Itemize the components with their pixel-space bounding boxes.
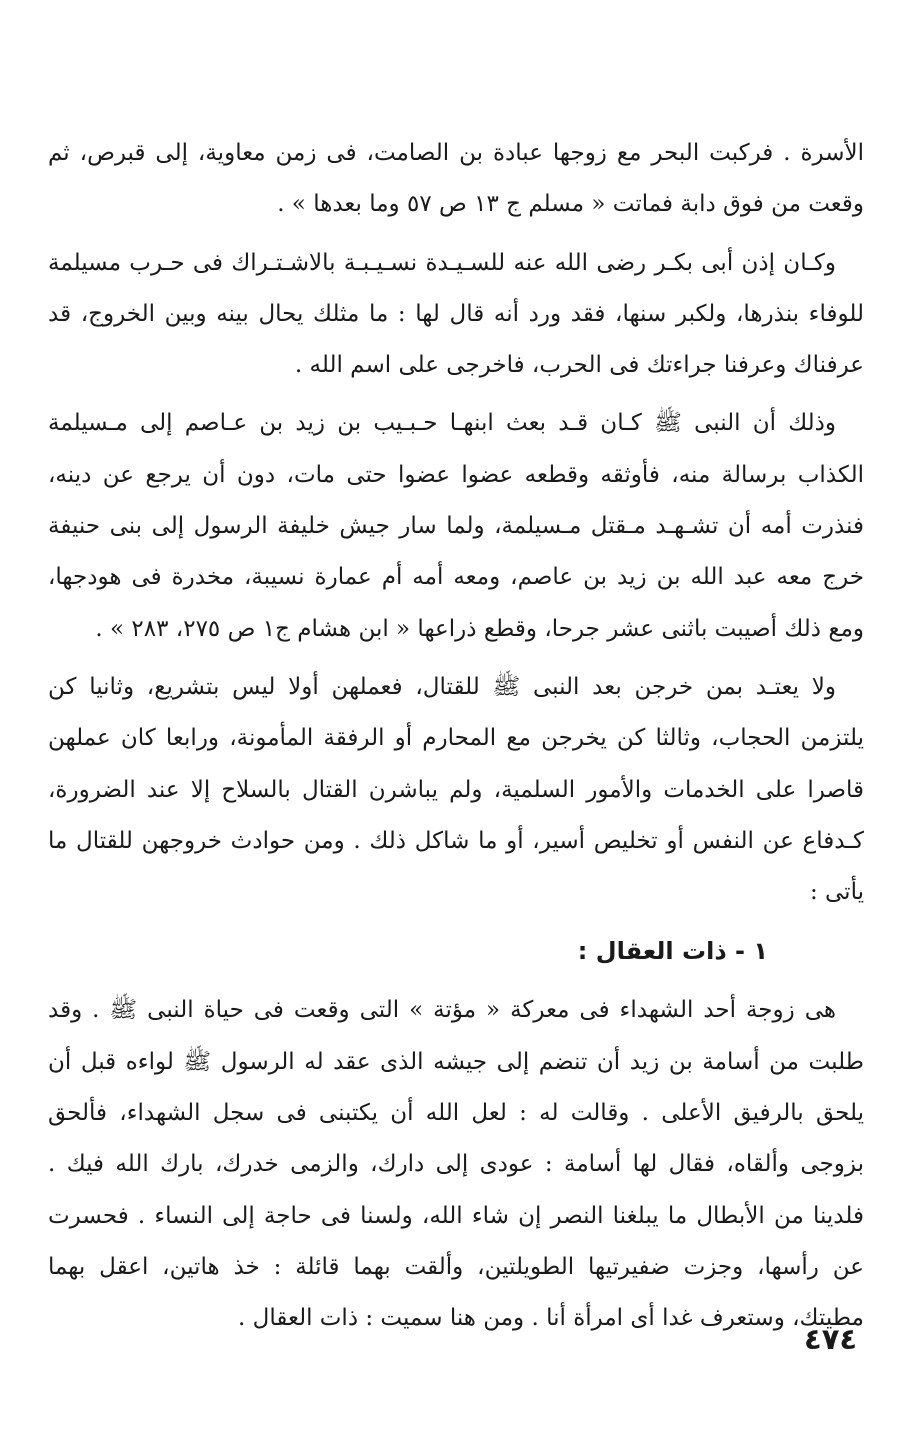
paragraph-continuation [48, 128, 864, 231]
paragraph-abu-bakr-permission [48, 238, 864, 392]
section-heading: ١ - ذات العقال : [577, 937, 768, 966]
paragraph-text: ولا يعتـد بمن خرجن بعد النبى ﷺ للقتال، فعملهن أولا ليس بتشريع، وثانيا كن يلتزمن الحجاب، وثالثا كن يخرجن مع المحارم أو الرفقة المأمونة، ورابعا كان عملهن قاصرا على الخدمات والأمور السلمية، ولم يباشرن القتال بالسلاح إلا عند الضرورة، كـدفاع عن النفس أو تخليص أسير، أو ما شاكل ذلك . ومن حوادث خروجهن للقتال ما يأتى : [48, 673, 864, 906]
page-number: ٤٧٤ [804, 1322, 858, 1356]
paragraph-text: وكـان إذن أبى بكـر رضى الله عنه للسـيـدة نسـيـبـة بالاشـتـراك فى حـرب مسيلمة للوفاء بنذرها، ولكبر سنها، فقد ورد أنه قال لها : ما مثلك يحال بينه وبين الخروج، قد عرفناك وعرفنا جراءتك فى الحرب، فاخرجى على اسم الله . [48, 249, 864, 379]
paragraph-text: هى زوجة أحد الشهداء فى معركة « مؤتة » التى وقعت فى حياة النبى ﷺ . وقد طلبت من أسامة بن زيد أن تنضم إلى جيشه الذى عقد له الرسول ﷺ لواءه قبل أن يلحق بالرفيق الأعلى . وقالت له : لعل الله أن يكتبنى فى سجل الشهداء، فألحق بزوجى وألقاه، فقال لها أسامة : عودى إلى دارك، والزمى خدرك، بارك الله فيك . فلدينا من الأبطال ما يبلغنا النصر إن شاء الله، ولسنا فى حاجة إلى النساء . فحسرت عن رأسها، وجزت ضفيرتيها الطويلتين، وألقت بهما قائلة : خذ هاتين، اعقل بهما مطيتك، وستعرف غدا أى امرأة أنا . ومن هنا سميت : ذات العقال . [48, 997, 864, 1332]
paragraph-women-in-battle [48, 662, 864, 918]
paragraph-text: وذلك أن النبى ﷺ كـان قـد بعث ابنهـا حـبـيب بن زيد بن عـاصم إلى مـسيلمة الكذاب برسالة منه، فأوثقه وقطعه عضوا عضوا حتى مات، دون أن يرجع عن دينه، فنذرت أمه أن تشـهـد مـقتل مـسيلمة، ولما سار جيش خليفة الرسول إلى بنى حنيفة خرج معه عبد الله بن زيد بن عاصم، ومعه أمه أم عمارة نسيبة، مخدرة فى هودجها، ومع ذلك أصيبت باثنى عشر جرحا، وقطع ذراعها « ابن هشام ج١ ص ٢٧٥، ٢٨٣ » . [48, 410, 864, 642]
paragraph-text: الأسرة . فركبت البحر مع زوجها عبادة بن الصامت، فى زمن معاوية، إلى قبرص، ثم وقعت من فوق دابة فماتت « مسلم ج ١٣ ص ٥٧ وما بعدها » . [48, 140, 864, 218]
page-body [48, 128, 864, 1352]
paragraph-dhat-al-iqal [48, 985, 864, 1344]
paragraph-habib-ibn-zayd [48, 398, 864, 654]
